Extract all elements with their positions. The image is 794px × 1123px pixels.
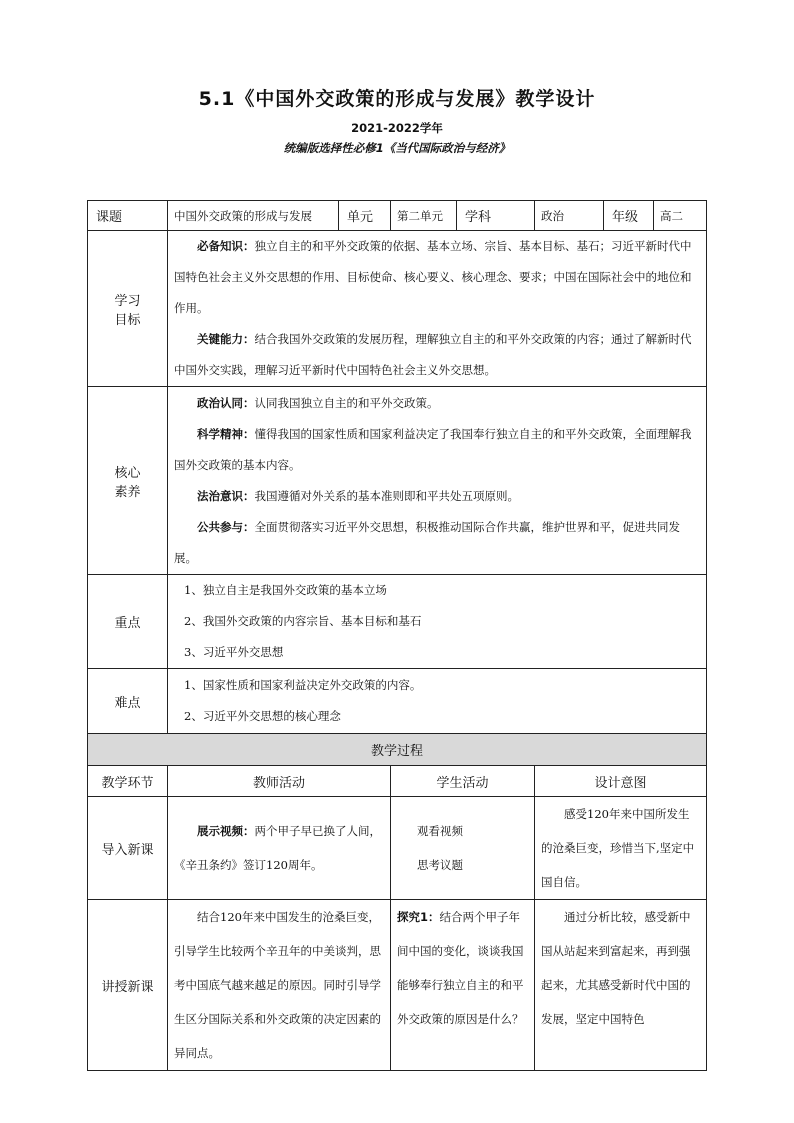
difficulties-row [88,669,707,734]
list-item: 1、独立自主是我国外交政策的基本立场 [184,583,387,597]
unit-label: 单元 [339,201,391,231]
course-value: 中国外交政策的形成与发展 [168,201,339,231]
difficulties-label: 难点 [88,669,168,734]
list-item: 3、习近平外交思想 [184,645,284,659]
key-points-label: 重点 [88,575,168,669]
info-row [88,201,707,231]
grade-value: 高二 [654,201,707,231]
key-points-row [88,575,707,669]
header-student: 学生活动 [391,766,535,797]
literacy-content: 政治认同：认同我国独立自主的和平外交政策。 科学精神：懂得我国的国家性质和国家利益决定了我国奉行独立自主的和平外交政策，全面理解我国外交政策的基本内容。 法治意识：我国遵循对外关系的基本准则即和平共处五项原则。 公共参与：全面贯彻落实习近平外交思想，积极推动国际合作共赢，维护世界和平，促进共同发展。 [168,387,707,575]
header-teacher: 教师活动 [168,766,391,797]
teacher-activity-new: 结合120年来中国发生的沧桑巨变，引导学生比较两个辛丑年的中美谈判，思考中国底气越来越足的原因。同时引导学生区分国际关系和外交政策的决定因素的异同点。 [168,900,391,1071]
difficulties-content [168,669,707,734]
design-intent-new: 通过分析比较，感受新中国从站起来到富起来，再到强起来，尤其感受新时代中国的发展，坚定中国特色 [535,900,707,1071]
key-points-content [168,575,707,669]
course-label: 课题 [88,201,168,231]
lesson-plan-table [87,200,707,1071]
goals-row [88,231,707,387]
unit-value: 第二单元 [391,201,457,231]
textbook-name: 统编版选择性必修1《当代国际政治与经济》 [283,141,511,155]
subject-value: 政治 [535,201,604,231]
subject-label: 学科 [457,201,535,231]
student-activity-new: 探究1：结合两个甲子年间中国的变化，谈谈我国能够奉行独立自主的和平外交政策的原因是什么？ [391,900,535,1071]
document-title: 5.1《中国外交政策的形成与发展》教学设计 [198,88,596,110]
table-row [88,797,707,900]
teacher-activity-intro: 展示视频：两个甲子早已换了人间，《辛丑条约》签订120周年。 [168,797,391,900]
process-section-title: 教学过程 [88,734,707,766]
list-item: 2、习近平外交思想的核心理念 [184,709,341,723]
grade-label: 年级 [604,201,654,231]
header-intent: 设计意图 [535,766,707,797]
goals-label: 学习 目标 [88,231,168,387]
stage-new-lesson: 讲授新课 [88,900,168,1071]
literacy-row [88,387,707,575]
header-stage: 教学环节 [88,766,168,797]
literacy-label: 核心 素养 [88,387,168,575]
student-activity-intro: 观看视频 思考议题 [391,797,535,900]
goals-content: 必备知识：独立自主的和平外交政策的依据、基本立场、宗旨、基本目标、基石；习近平新时代中国特色社会主义外交思想的作用、目标使命、核心要义、核心理念、要求；中国在国际社会中的地位和作用。 关键能力：结合我国外交政策的发展历程，理解独立自主的和平外交政策的内容；通过了解新时代中国外交实践，理解习近平新时代中国特色社会主义外交思想。 [168,231,707,387]
list-item: 2、我国外交政策的内容宗旨、基本目标和基石 [184,614,422,628]
list-item: 1、国家性质和国家利益决定外交政策的内容。 [184,678,422,692]
school-year: 2021-2022学年 [351,121,443,135]
design-intent-intro: 感受120年来中国所发生的沧桑巨变，珍惜当下,坚定中国自信。 [535,797,707,900]
process-header-row [88,766,707,797]
stage-intro: 导入新课 [88,797,168,900]
table-row [88,900,707,1071]
process-section-row [88,734,707,766]
